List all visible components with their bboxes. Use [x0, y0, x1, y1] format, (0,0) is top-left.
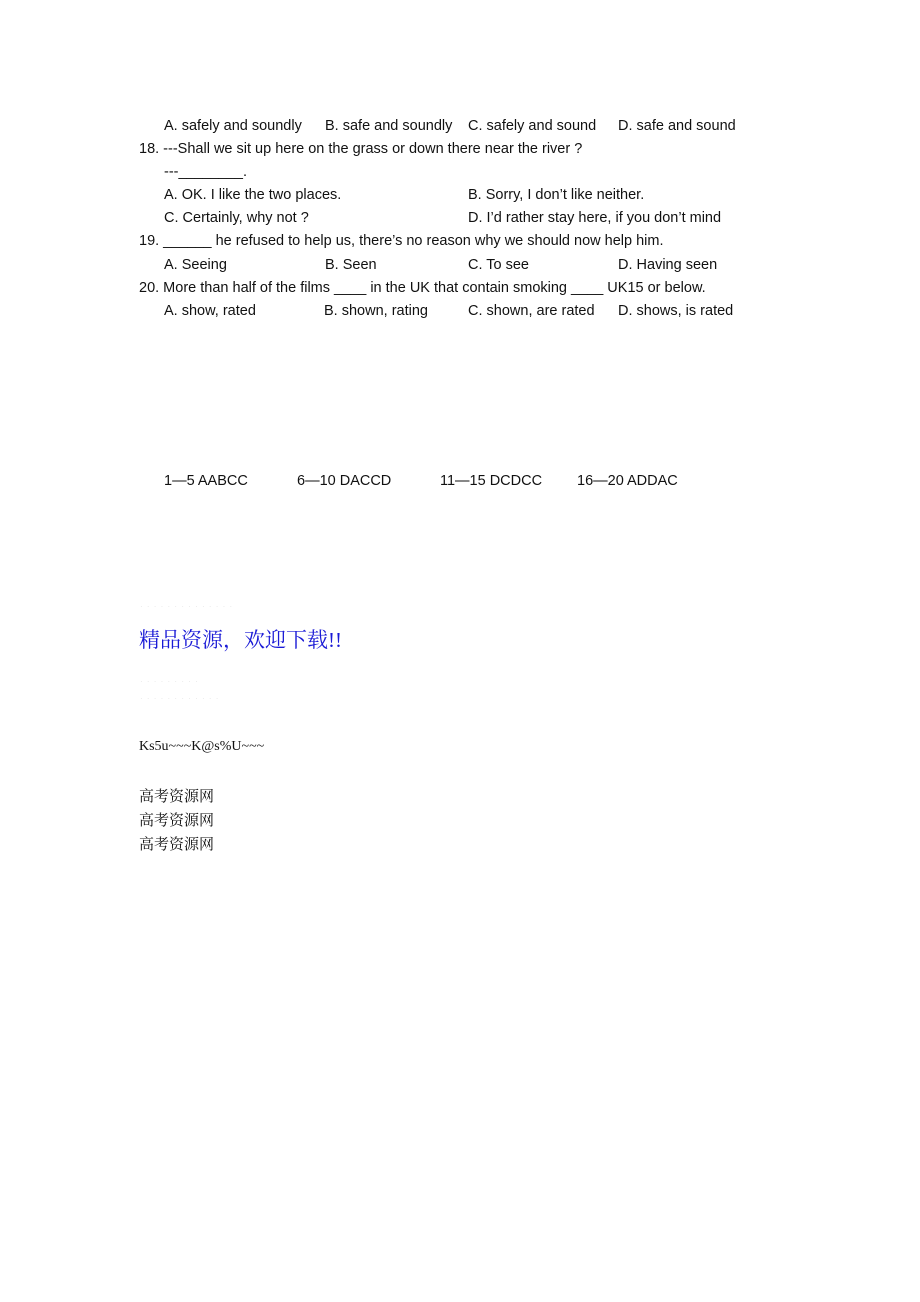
- q17-option-c: C. safely and sound: [468, 118, 597, 134]
- q19-option-b: B. Seen: [325, 257, 377, 273]
- q19-option-d: D. Having seen: [618, 257, 718, 273]
- q18-option-b: B. Sorry, I don’t like neither.: [468, 187, 645, 203]
- watermark-code: Ks5u~~~K@s%U~~~: [139, 739, 265, 754]
- q18-stem: 18. ---Shall we sit up here on the grass or down there near the river ?: [139, 141, 583, 157]
- answer-key-1-5: 1—5 AABCC: [164, 473, 248, 489]
- q20-stem: 20. More than half of the films ____ in the UK that contain smoking ____ UK15 or below.: [139, 280, 706, 296]
- q19-option-c: C. To see: [468, 257, 529, 273]
- q20-option-a: A. show, rated: [164, 303, 256, 319]
- site-name-line-2: 高考资源网: [139, 813, 215, 829]
- faint-watermark-dots: · · · · · · · · · · · · · ·: [140, 602, 234, 611]
- q17-option-b: B. safe and soundly: [325, 118, 453, 134]
- q19-option-a: A. Seeing: [164, 257, 227, 273]
- answer-key-16-20: 16—20 ADDAC: [577, 473, 678, 489]
- answer-key-6-10: 6—10 DACCD: [297, 473, 392, 489]
- q20-option-d: D. shows, is rated: [618, 303, 734, 319]
- faint-watermark-dots-3: · · · · · · · · · · · ·: [140, 694, 220, 703]
- promo-heading: 精品资源，欢迎下载!!: [139, 628, 342, 652]
- answer-key-11-15: 11—15 DCDCC: [440, 473, 543, 489]
- q19-stem: 19. ______ he refused to help us, there’s no reason why we should now help him.: [139, 233, 664, 249]
- q18-option-c: C. Certainly, why not ?: [164, 210, 309, 226]
- q18-reply: ---________.: [164, 164, 248, 180]
- q20-option-b: B. shown, rating: [324, 303, 428, 319]
- faint-watermark-dots-2: · · · · · · · · ·: [140, 677, 199, 686]
- q18-option-a: A. OK. I like the two places.: [164, 187, 342, 203]
- site-name-line-1: 高考资源网: [139, 789, 215, 805]
- q17-option-a: A. safely and soundly: [164, 118, 302, 134]
- q17-option-d: D. safe and sound: [618, 118, 736, 134]
- q18-option-d: D. I’d rather stay here, if you don’t mind: [468, 210, 722, 226]
- site-name-line-3: 高考资源网: [139, 837, 215, 853]
- q20-option-c: C. shown, are rated: [468, 303, 595, 319]
